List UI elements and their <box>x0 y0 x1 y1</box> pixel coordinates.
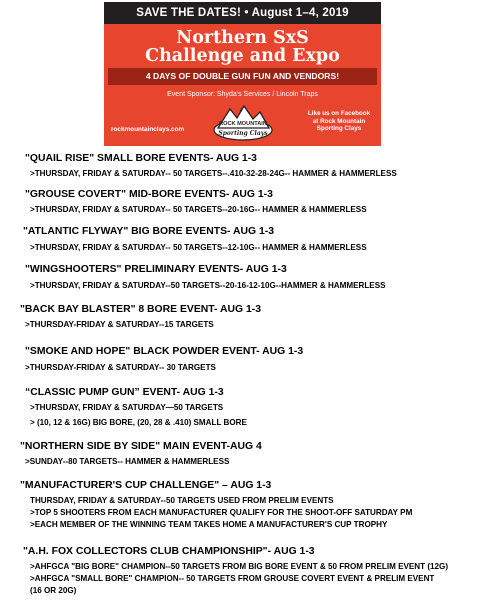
event-detail-grouse-covert: >THURSDAY, FRIDAY & SATURDAY-- 50 TARGETS--20-16G-- HAMMER & HAMMERLESS <box>30 205 367 214</box>
event-detail-ah-fox-2: >AHFGCA "SMALL BORE" CHAMPION-- 50 TARGETS FROM GROUSE COVERT EVENT & PRELIM EVENT <box>30 574 435 583</box>
event-detail-manufacturers-cup-3: >EACH MEMBER OF THE WINNING TEAM TAKES HOME A MANUFACTURER'S CUP TROPHY <box>30 520 388 529</box>
facebook-line-2: at Rock Mountain <box>312 117 366 125</box>
event-title-grouse-covert: "GROUSE COVERT" MID-BORE EVENTS- AUG 1-3 <box>25 189 273 200</box>
logo-text-rock-mountain: ROCK MOUNTAIN <box>219 121 267 127</box>
event-detail-ah-fox-3: (16 OR 20G) <box>30 586 77 595</box>
event-title-atlantic-flyway: "ATLANTIC FLYWAY" BIG BORE EVENTS- AUG 1-3 <box>23 226 274 237</box>
event-detail-manufacturers-cup-2: >TOP 5 SHOOTERS FROM EACH MANUFACTURER QUALIFY FOR THE SHOOT-OFF SATURDAY PM <box>30 508 413 517</box>
event-detail-quail-rise: >THURSDAY, FRIDAY & SATURDAY-- 50 TARGETS--.410-32-28-24G-- HAMMER & HAMMERLESS <box>30 169 397 178</box>
event-detail-manufacturers-cup-1: THURSDAY, FRIDAY & SATURDAY--50 TARGETS USED FROM PRELIM EVENTS <box>30 496 334 505</box>
event-detail-wingshooters: >THURSDAY, FRIDAY & SATURDAY--50 TARGETS--20-16-12-10G--HAMMER & HAMMERLESS <box>30 281 386 290</box>
event-title-wingshooters: "WINGSHOOTERS" PRELIMINARY EVENTS- AUG 1-3 <box>25 264 287 275</box>
banner-title-line2: Challenge and Expo <box>145 46 340 66</box>
event-detail-classic-pump-gun-2: > (10, 12 & 16G) BIG BORE, (20, 28 & .410) SMALL BORE <box>30 418 247 427</box>
rock-mountain-logo-icon <box>212 103 274 143</box>
event-detail-ah-fox-1: >AHFGCA "BIG BORE" CHAMPION--50 TARGETS FROM BIG BORE EVENT & 50 FROM PRELIM EVENT (12G) <box>30 562 449 571</box>
banner-title-line1: Northern SxS <box>176 28 309 48</box>
event-title-northern-side-by-side: "NORTHERN SIDE BY SIDE" MAIN EVENT-AUG 4 <box>20 441 262 452</box>
event-detail-smoke-and-hope: >THURSDAY-FRIDAY & SATURDAY-- 30 TARGETS <box>25 363 216 372</box>
save-the-dates-bar: SAVE THE DATES! • August 1–4, 2019 <box>104 2 381 24</box>
event-title-manufacturers-cup: "MANUFACTURER'S CUP CHALLENGE" – AUG 1-3 <box>20 480 272 491</box>
event-title-smoke-and-hope: "SMOKE AND HOPE" BLACK POWDER EVENT- AUG 1-3 <box>25 346 304 357</box>
banner-website-link[interactable]: rockmountainclays.com <box>111 126 185 133</box>
banner-sponsor: Event Sponsor: Shyda's Services / Lincoln Traps <box>167 91 318 98</box>
facebook-line-1: Like us on Facebook <box>307 110 371 117</box>
event-title-ah-fox-championship: "A.H. FOX COLLECTORS CLUB CHAMPIONSHIP"- AUG 1-3 <box>23 546 315 557</box>
event-title-quail-rise: "QUAIL RISE" SMALL BORE EVENTS- AUG 1-3 <box>25 153 257 164</box>
facebook-note[interactable] <box>303 110 375 133</box>
facebook-line-3: Sporting Clays <box>316 125 362 133</box>
event-detail-northern-side-by-side: >SUNDAY--80 TARGETS-- HAMMER & HAMMERLESS <box>25 457 230 466</box>
event-banner <box>104 2 381 146</box>
event-title-classic-pump-gun: “CLASSIC PUMP GUN” EVENT- AUG 1-3 <box>25 387 224 398</box>
banner-tagline: 4 DAYS OF DOUBLE GUN FUN AND VENDORS! <box>108 68 377 85</box>
event-detail-back-bay-blaster: >THURSDAY-FRIDAY & SATURDAY--15 TARGETS <box>25 320 214 329</box>
event-detail-atlantic-flyway: >THURSDAY, FRIDAY & SATURDAY-- 50 TARGETS--12-10G-- HAMMER & HAMMERLESS <box>30 243 367 252</box>
event-title-back-bay-blaster: "BACK BAY BLASTER" 8 BORE EVENT- AUG 1-3 <box>20 304 261 315</box>
event-detail-classic-pump-gun-1: >THURSDAY, FRIDAY & SATURDAY—50 TARGETS <box>30 403 224 412</box>
logo-text-sporting-clays: Sporting Clays <box>218 130 268 137</box>
